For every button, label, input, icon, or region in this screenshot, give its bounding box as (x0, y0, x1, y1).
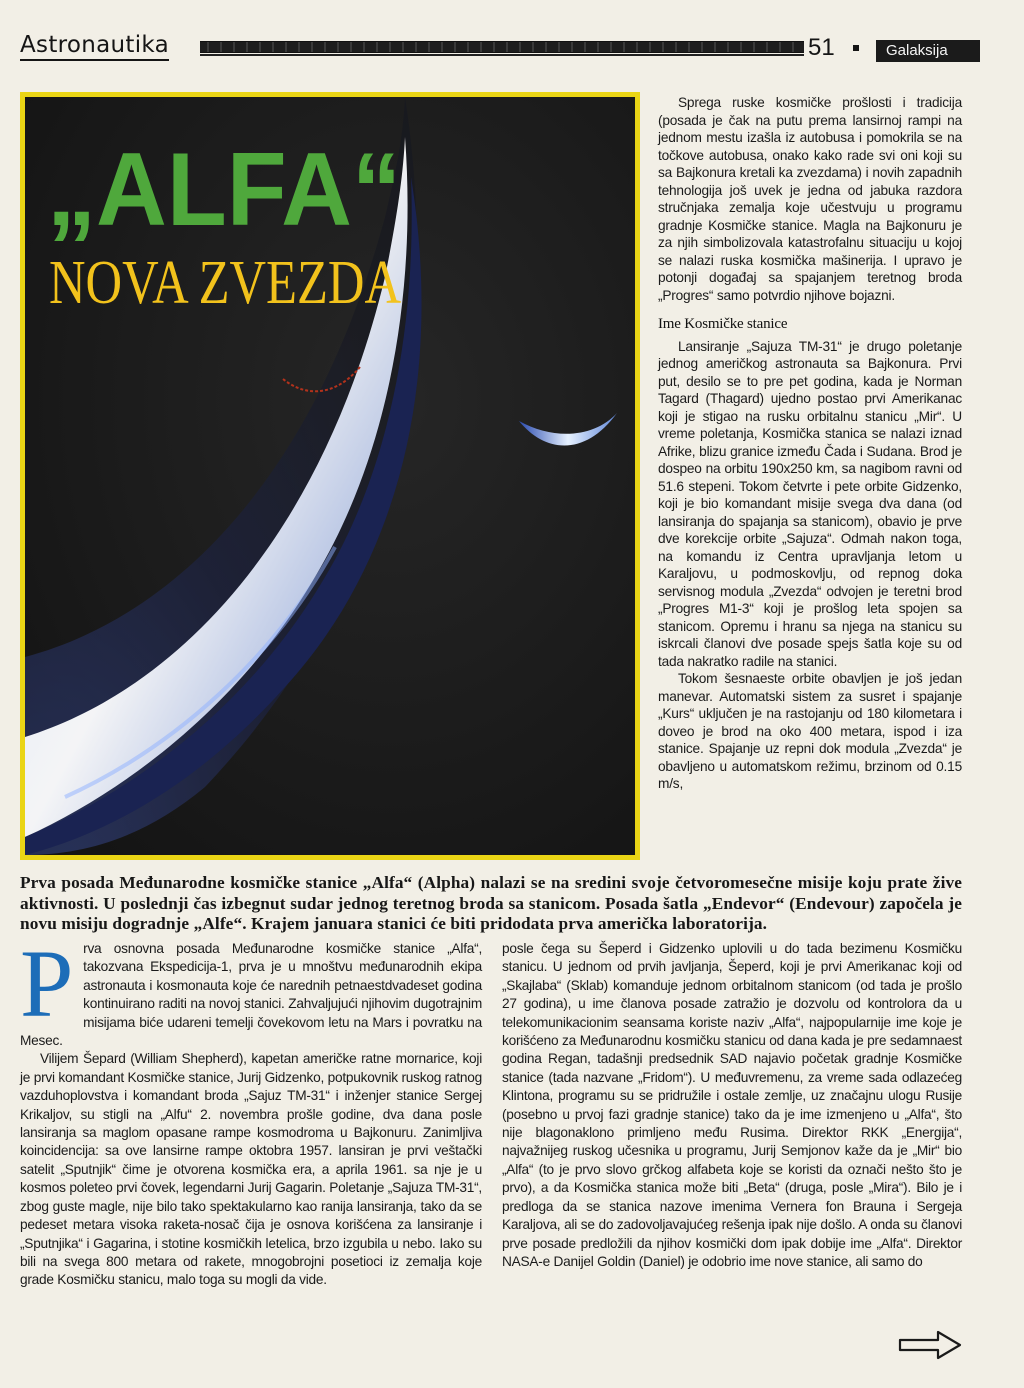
subheading: Ime Kosmičke stanice (658, 316, 788, 332)
drop-cap: P (20, 930, 74, 1037)
page-number: 51 (808, 34, 835, 61)
article-lead: Prva posada Međunarodne kosmičke stanice „Alfa“ (Alpha) nalazi se na sredini svoje četvoromesečne misije koju prate žive aktivnosti. U poslednji čas izbegnut sudar jednog teretnog broda sa stanicom. Posada šatla „Endevor“ (Endevour) započela je novu misiju dogradnje „Alfe“. Krajem januara stanici će biti pridodata prva američka laboratorija. (20, 873, 962, 933)
section-title: Astronautika (20, 32, 170, 58)
cover-image (20, 92, 640, 860)
body-column-right (502, 940, 962, 1271)
cover-title: „ALFA“ (47, 132, 401, 248)
paragraph: Lansiranje „Sajuza TM-31“ je drugo poletanje jednog američkog astronauta sa Bajkonura. Prvi put, desilo se to pre pet godina, kada je Norman Tagard (Thagard) ujedno postao prvi Amerikanac koji je stigao na rusku orbitalnu stanicu „Mir“. U vreme poletanja, Kosmička stanica se nalazi iznad Afrike, blizu granice između Čada i Sudana. Brod je dospeo na orbitu 190x250 km, sa nagibom ravni od 51.6 stepeni. Tokom četvrte i pete orbite Gidzenko, koji je bio komandant misije svega dva dana (od lansiranja do spajanja sa stanicom), obavio je prve dve korekcije orbite „Sajuza“. Odmah nakon toga, na komandu iz Centra upravljanja letom u Karaljovu, u podmoskovlju, od repnog doka servisnog modula „Zvezda“ odvojen je teretni brod „Progres M1-3“ koji je prošlog leta spojen sa stanicom. Opremu i hranu sa njega na stanicu su iskrcali članovi dve posade spejs šatla koje su od tada nakratko radile na stanici. (658, 338, 962, 669)
right-column (658, 94, 962, 793)
paragraph: Vilijem Šepard (William Shepherd), kapetan američke ratne mornarice, koji je prvi komandant Kosmičke stanice, Jurij Gidzenko, potpukovnik ruskog ratnog vazduhoplovstva i komandant broda „Sajuz TM-31“ i inženjer stanice Sergej Krikaljov, su stigli na „Alfu“ 2. novembra prošle godine, dva dana posle lansiranja sa maglom opasane rampe kosmodroma u Bajkonuru. Zanimljiva koincidencija: sa ove lansirne rampe oktobra 1957. lansiran je prvi veštački satelit „Sputnjik“ čime je otvorena kosmička era, a aprila 1961. sa nje je u kosmos poleteo prvi čovek, legendarni Jurij Gagarin. Poletanje „Sajuza TM-31“, zbog guste magle, nije bilo tako spektakularno kao ranija lansiranja, tako da se pedeset metara visoka raketa-nosač čija je osnova korišćena za lansiranje i „Sputnjika“ i Gagarina, i stotine kosmičkih letelica, brzo izgubila u nebo. Iako su bili na svega 800 metara od rakete, mnogobrojni posetioci iz zemalja koje grade Kosmičku stanicu, malo toga su mogli da vide. (20, 1051, 482, 1288)
cover-subtitle: NOVA ZVEZDA (49, 249, 402, 317)
paragraph: Sprega ruske kosmičke prošlosti i tradicija (posada je čak na putu prema lansirnoj rampi na jednom mestu izašla iz autobusa i pomokrila se na točkove autobusa, onako kako rade svi oni koji su sa Bajkonura kretali ka zvezdama) i novih zapadnih tehnologija još uvek je jedna od jabuka razdora stručnjaka zemalja koje učestvuju u programu gradnje Kosmičke stanice. Magla na Bajkonuru je za njih simbolizovala katastrofalnu situaciju u kojoj se nalazi ruska kosmička mašinerija. I upravo je potonji događaj sa spajanjem teretnog broda „Progres“ samo potvrdio njihove bojazni. (658, 95, 962, 303)
header-rule (200, 41, 804, 53)
page-header (20, 30, 962, 66)
paragraph: rva osnovna posada Međunarodne kosmičke stanice „Alfa“, takozvana Ekspedicija-1, prva je u mnoštvu međunarodnih ekipa astronauta i kosmonauta koje će narednih petnaestdvadeset godina kontinuirano raditi na novoj stanici. Zahvaljujući njihovim dugotrajnim misijama biće udareni temelji čovekovom letu na Mars i povratku na Mesec. (20, 941, 482, 1049)
header-bullet (853, 45, 859, 51)
paragraph: posle čega su Šeperd i Gidzenko uplovili u do tada bezimenu Kosmičku stanicu. U jednom od prvih javljanja, Šeperd, koji je prvi Amerikanac koji od „Skajlaba“ (Sklab) komanduje jednom orbitalnom stanicom (od tada je prošlo 27 godina), u ime članova posade zatražio je dozvolu od kontrolora da u telekomunikacionim seansama koriste naziv „Alfa“, najpopularnije ime koje je korišćeno za Međunarodnu kosmičku stanicu od dana kada je pre sedamnaest godina Regan, tadašnji predsednik SAD najavio početak gradnje Kosmičke stanice (tada nazvane „Fridom“). U međuvremenu, za vreme sada odlazećeg Klintona, programu su se pridružile i ostale zemlje, uz značajnu ulogu Rusije (posebno u prvoj fazi gradnje stanice) tako da je ime izmenjeno u „Alfa“, što nije blagonaklono primljeno među Rusima. Direktor RKK „Energija“, najvažnijeg ruskog učesnika u programu, Jurij Semjonov kaže da je „Mir“ bio „Alfa“ (to je prvo slovo grčkog alfabeta koje se koristi da označi nešto što je prvo), a da Kosmička stanica može biti „Beta“ (druga, posle „Mira“). Bilo je i predloga da se stanica nazove imenima Vernera fon Brauna i Sergeja Karaljova, ali se do zadovoljavajućeg rešenja ipak nije došlo. A onda su članovi prve posade predložili da njihov kosmički dom ipak dobije ime „Alfa“. Direktor NASA-e Danijel Goldin (Daniel) je odobrio ime nove stanice, ali samo do (502, 941, 962, 1269)
paragraph: Tokom šesnaeste orbite obavljen je još jedan manevar. Automatski sistem za susret i spajanje „Kurs“ uključen je na rastojanju od 180 kilometara i doveo je brod na oko 400 metara, ispod i iza stanice. Spajanje uz repni dok modula „Zvezda“ je obavljeno u automatskom režimu, brzinom od 0.15 m/s, (658, 671, 962, 791)
arrow-right-icon[interactable] (898, 1330, 962, 1360)
magazine-badge: Galaksija (876, 40, 980, 62)
header-rule-thin (200, 54, 804, 56)
body-column-left (20, 930, 482, 1290)
space-illustration (25, 97, 635, 855)
